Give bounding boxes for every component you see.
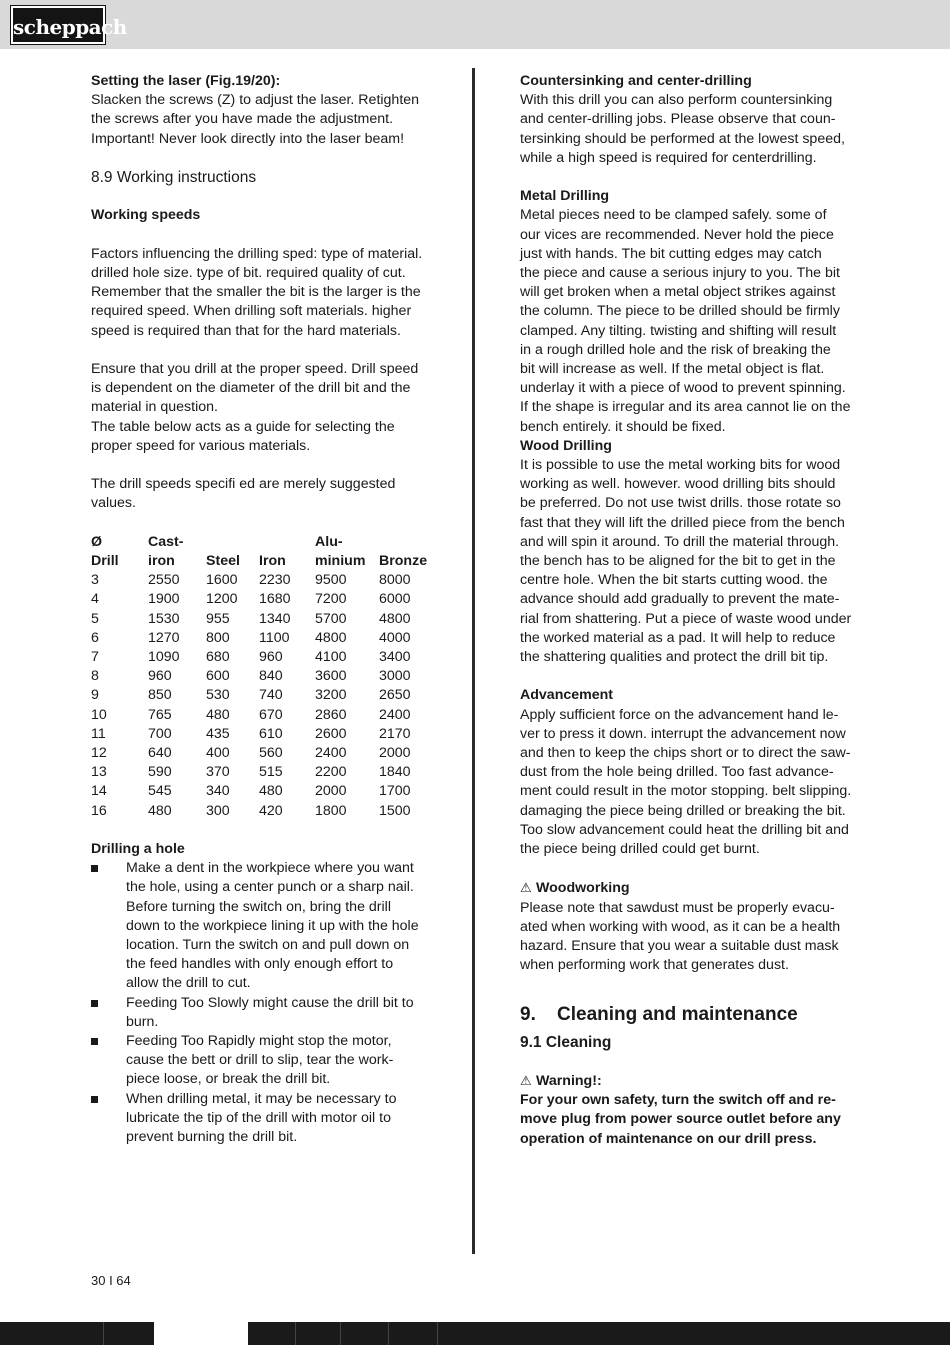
table-cell: 850 xyxy=(148,687,172,704)
list-item-line: allow the drill to cut. xyxy=(126,975,251,992)
table-cell: 5700 xyxy=(315,610,347,627)
table-cell: 7200 xyxy=(315,591,347,608)
bullet-square-icon xyxy=(91,1038,98,1045)
metal-drilling-line: underlay it with a piece of wood to prevent spinning. xyxy=(520,380,846,397)
list-item-line: location. Turn the switch on and pull down on xyxy=(126,937,410,954)
table-cell: 955 xyxy=(206,610,230,627)
footer-divider xyxy=(388,1322,389,1345)
table-cell: 3400 xyxy=(379,649,411,665)
table-cell: 1530 xyxy=(148,610,180,627)
advancement-heading: Advancement xyxy=(520,687,614,704)
table-cell: 2000 xyxy=(315,783,347,800)
countersinking-line: tersinking should be performed at the lowest speed, xyxy=(520,130,845,147)
list-item-line: the hole, using a center punch or a sharp nail. xyxy=(126,879,414,896)
table-cell: 1100 xyxy=(259,629,290,646)
table-cell: 1600 xyxy=(206,572,238,589)
wood-drilling-line: working as well. however. wood drilling bits should xyxy=(520,476,836,493)
table-cell: 700 xyxy=(148,725,172,742)
table-cell: 435 xyxy=(206,725,230,742)
table-cell: 2200 xyxy=(315,764,347,781)
table-cell: 16 xyxy=(91,802,107,819)
working-instructions-heading: 8.9 Working instructions xyxy=(91,169,257,186)
factors-line: speed is required than that for the hard materials. xyxy=(91,322,401,339)
list-item xyxy=(91,859,451,993)
metal-drilling-line: clamped. Any tilting. twisting and shifting will result xyxy=(520,322,837,339)
table-cell: 480 xyxy=(259,783,283,800)
metal-drilling-line: the piece and cause a serious injury to you. The bit xyxy=(520,265,840,282)
table-cell: 560 xyxy=(259,745,283,762)
warning-icon: ⚠ xyxy=(520,1072,532,1088)
woodworking-line: hazard. Ensure that you wear a suitable dust mask xyxy=(520,938,839,955)
warning-line: move plug from power source outlet before any xyxy=(520,1111,841,1128)
table-cell: 515 xyxy=(259,764,283,781)
table-cell: 590 xyxy=(148,764,172,781)
drilling-heading: Drilling a hole xyxy=(91,841,185,858)
table-cell: 1840 xyxy=(379,764,411,781)
table-header-cell xyxy=(206,533,259,552)
laser-line: Important! Never look directly into the laser beam! xyxy=(91,130,405,147)
table-row xyxy=(91,686,439,705)
section-number: 9. xyxy=(520,1003,536,1025)
warning-text xyxy=(520,1091,865,1149)
factors-line: required speed. When drilling soft materials. higher xyxy=(91,303,412,320)
table-cell: 960 xyxy=(259,649,283,665)
woodworking-line: ated when working with wood, as it can be a health xyxy=(520,918,841,935)
laser-line: the screws after you have made the adjustment. xyxy=(91,111,394,128)
table-header-cell: Bronze xyxy=(379,552,428,569)
countersinking-line: while a high speed is required for centerdrilling. xyxy=(520,149,817,166)
bullet-square-icon xyxy=(91,1096,98,1103)
suggested-text xyxy=(91,475,451,513)
table-cell: 2600 xyxy=(315,725,347,742)
table-cell: 480 xyxy=(148,802,172,819)
table-body xyxy=(91,571,439,821)
table-cell: 1900 xyxy=(148,591,180,608)
wood-drilling-line: be preferred. Do not use twist drills. those rotate so xyxy=(520,495,841,512)
ensure-line: proper speed for various materials. xyxy=(91,437,311,454)
wood-drilling-line: the bench has to be aligned for the bit to get in the xyxy=(520,553,836,570)
list-item xyxy=(91,1032,451,1090)
woodworking-heading-row xyxy=(520,878,865,898)
woodworking-line: when performing work that generates dust. xyxy=(520,957,789,974)
table-cell: 11 xyxy=(91,725,106,742)
advancement-line: the piece being drilled could get burnt. xyxy=(520,841,760,858)
working-speeds-heading: Working speeds xyxy=(91,207,201,224)
table-cell: 6000 xyxy=(379,591,411,608)
table-row xyxy=(91,782,439,801)
warning-line: operation of maintenance on our drill press. xyxy=(520,1130,817,1147)
table-cell: 4000 xyxy=(379,629,411,646)
wood-drilling-line: and will spin it around. To drill the material through. xyxy=(520,533,840,550)
table-header-cell: minium xyxy=(315,552,366,569)
table-header-cell xyxy=(259,533,315,552)
list-item-line: Before turning the switch on, bring the drill xyxy=(126,898,391,915)
table-cell: 765 xyxy=(148,706,172,723)
factors-line: drilled hole size. type of bit. required quality of cut. xyxy=(91,264,406,281)
list-item-line: Make a dent in the workpiece where you want xyxy=(126,860,414,877)
scheppach-logo: scheppach xyxy=(11,6,105,44)
metal-drilling-line: will get broken when a metal object strikes against xyxy=(520,284,836,301)
table-cell: 680 xyxy=(206,649,230,665)
table-header-cell: Drill xyxy=(91,552,119,569)
table-cell: 2550 xyxy=(148,572,180,589)
table-row xyxy=(91,744,439,763)
left-column xyxy=(91,72,451,1147)
metal-drilling-line: bench entirely. it should be fixed. xyxy=(520,418,726,435)
column-divider xyxy=(472,68,475,1254)
table-row xyxy=(91,571,439,590)
table-cell: 370 xyxy=(206,764,230,781)
wood-drilling-line: fast that they will lift the drilled piece from the bench xyxy=(520,514,845,531)
table-row xyxy=(91,706,439,725)
footer-divider xyxy=(103,1322,104,1345)
table-cell: 13 xyxy=(91,764,107,781)
table-cell: 8 xyxy=(91,668,99,685)
table-cell: 480 xyxy=(206,706,230,723)
table-cell: 2170 xyxy=(379,725,411,742)
table-header-cell: Cast- xyxy=(148,533,184,550)
ensure-line: is dependent on the diameter of the drill bit and the xyxy=(91,380,411,397)
list-item-line: Feeding Too Slowly might cause the drill bit to xyxy=(126,994,414,1011)
table-cell: 1090 xyxy=(148,649,180,665)
suggested-line: values. xyxy=(91,495,136,512)
table-cell: 4800 xyxy=(315,629,347,646)
table-cell: 9 xyxy=(91,687,99,704)
ensure-text xyxy=(91,360,451,456)
page-number: 30 I 64 xyxy=(91,1273,131,1288)
table-cell: 5 xyxy=(91,610,99,627)
laser-line: Slacken the screws (Z) to adjust the laser. Retighten xyxy=(91,92,420,109)
table-cell: 610 xyxy=(259,725,283,742)
table-row xyxy=(91,629,439,648)
table-cell: 545 xyxy=(148,783,172,800)
table-cell: 1270 xyxy=(148,629,180,646)
table-row xyxy=(91,802,439,821)
table-row xyxy=(91,725,439,744)
table-cell: 8000 xyxy=(379,572,411,589)
drilling-bullet-list xyxy=(91,859,451,1147)
table-cell: 3000 xyxy=(379,668,411,685)
advancement-line: damaging the piece being drilled or breaking the bit. xyxy=(520,802,846,819)
metal-drilling-line: Metal pieces need to be clamped safely. some of xyxy=(520,207,827,224)
table-cell: 4 xyxy=(91,591,99,608)
table-cell: 340 xyxy=(206,783,230,800)
advancement-line: ver to press it down. interrupt the advancement now xyxy=(520,725,846,742)
table-row xyxy=(91,763,439,782)
metal-drilling-line: our vices are recommended. Never hold the piece xyxy=(520,226,834,243)
wood-drilling-heading: Wood Drilling xyxy=(520,437,612,454)
header-bar xyxy=(0,0,950,49)
table-cell: 6 xyxy=(91,629,99,646)
wood-drilling-line: It is possible to use the metal working bits for wood xyxy=(520,457,841,474)
table-cell: 10 xyxy=(91,706,107,723)
table-header-cell: Ø xyxy=(91,533,103,550)
list-item-line: Feeding Too Rapidly might stop the motor, xyxy=(126,1033,392,1050)
ensure-line: The table below acts as a guide for selecting the xyxy=(91,418,395,435)
footer-divider xyxy=(437,1322,438,1345)
list-item xyxy=(91,994,451,1032)
table-row xyxy=(91,648,439,667)
countersinking-heading: Countersinking and center-drilling xyxy=(520,73,752,89)
metal-drilling-heading: Metal Drilling xyxy=(520,188,610,205)
table-row xyxy=(91,610,439,629)
list-item-line: piece loose, or break the drill bit. xyxy=(126,1071,331,1088)
table-cell: 1340 xyxy=(259,610,291,627)
table-cell: 3 xyxy=(91,572,99,589)
table-header-cell: iron xyxy=(148,552,175,569)
wood-drilling-line: advance should add gradually to prevent the mate- xyxy=(520,591,840,608)
cleaning-heading: 9.1 Cleaning xyxy=(520,1033,612,1051)
woodworking-text xyxy=(520,899,865,976)
wood-drilling-line: rial from shattering. Put a piece of waste wood under xyxy=(520,610,852,627)
table-cell: 2000 xyxy=(379,745,411,762)
table-header-cell: Steel xyxy=(206,552,240,569)
table-cell: 3200 xyxy=(315,687,347,704)
table-cell: 4100 xyxy=(315,649,347,665)
table-cell: 1200 xyxy=(206,591,238,608)
warning-icon: ⚠ xyxy=(520,880,532,896)
table-cell: 3600 xyxy=(315,668,347,685)
table-cell: 530 xyxy=(206,687,230,704)
factors-text xyxy=(91,245,451,341)
metal-drilling-line: in a rough drilled hole and the risk of breaking the xyxy=(520,341,831,358)
countersinking-text xyxy=(520,91,865,168)
section-heading xyxy=(520,1003,865,1027)
table-header-cell xyxy=(379,533,439,552)
advancement-line: Apply sufficient force on the advancement hand le- xyxy=(520,706,839,723)
table-cell: 640 xyxy=(148,745,172,762)
table-cell: 1800 xyxy=(315,802,347,819)
table-cell: 600 xyxy=(206,668,230,685)
wood-drilling-line: the shattering qualities and protect the drill bit tip. xyxy=(520,649,829,666)
footer-divider xyxy=(340,1322,341,1345)
metal-drilling-line: the column. The piece to be drilled should be firmly xyxy=(520,303,840,320)
list-item-line: lubricate the tip of the drill with motor oil to xyxy=(126,1109,391,1126)
metal-drilling-line: If the shape is irregular and its area cannot lie on the xyxy=(520,399,851,416)
table-cell: 670 xyxy=(259,706,283,723)
wood-drilling-line: centre hole. When the bit starts cutting wood. the xyxy=(520,572,828,589)
table-header-row xyxy=(91,533,439,552)
advancement-line: ment could result in the motor stopping. belt slipping. xyxy=(520,783,852,800)
advancement-line: Too slow advancement could heat the drilling bit and xyxy=(520,821,849,838)
list-item xyxy=(91,1090,451,1148)
woodworking-line: Please note that sawdust must be properly evacu- xyxy=(520,899,835,916)
metal-drilling-line: bit will increase as well. If the metal object is flat. xyxy=(520,361,825,378)
drill-speed-table xyxy=(91,533,439,821)
table-cell: 2860 xyxy=(315,706,347,723)
list-item-line: prevent burning the drill bit. xyxy=(126,1129,298,1146)
table-cell: 960 xyxy=(148,668,172,685)
factors-line: Remember that the smaller the bit is the larger is the xyxy=(91,284,421,301)
table-header-cell: Iron xyxy=(259,552,286,569)
metal-drilling-line: just with hands. The bit cutting edges may catch xyxy=(520,245,822,262)
countersinking-line: and center-drilling jobs. Please observe that coun- xyxy=(520,111,836,128)
table-cell: 800 xyxy=(206,629,230,646)
table-cell: 300 xyxy=(206,802,230,819)
warning-heading-row xyxy=(520,1071,865,1091)
ensure-line: Ensure that you drill at the proper speed. Drill speed xyxy=(91,360,419,377)
table-row xyxy=(91,667,439,686)
table-cell: 2400 xyxy=(315,745,347,762)
wood-drilling-line: the worked material as a pad. It will help to reduce xyxy=(520,629,836,646)
table-cell: 1700 xyxy=(379,783,411,800)
wood-drilling-text xyxy=(520,456,865,667)
ensure-line: material in question. xyxy=(91,399,218,416)
table-cell: 2230 xyxy=(259,572,291,589)
countersinking-line: With this drill you can also perform countersinking xyxy=(520,92,833,109)
table-header-row xyxy=(91,552,439,571)
table-cell: 400 xyxy=(206,745,230,762)
right-column xyxy=(520,72,865,1149)
list-item-line: burn. xyxy=(126,1013,159,1030)
warning-heading: Warning!: xyxy=(536,1072,602,1089)
bullet-square-icon xyxy=(91,1000,98,1007)
suggested-line: The drill speeds specifi ed are merely suggested xyxy=(91,476,396,493)
table-cell: 1500 xyxy=(379,802,411,819)
table-cell: 840 xyxy=(259,668,283,685)
advancement-line: and then to keep the chips short or to direct the saw- xyxy=(520,745,851,762)
table-cell: 12 xyxy=(91,745,107,762)
footer-divider xyxy=(295,1322,296,1345)
table-cell: 420 xyxy=(259,802,283,819)
table-cell: 740 xyxy=(259,687,283,704)
table-cell: 1680 xyxy=(259,591,291,608)
table-cell: 7 xyxy=(91,649,99,665)
woodworking-heading: Woodworking xyxy=(536,880,630,897)
warning-line: For your own safety, turn the switch off and re- xyxy=(520,1092,836,1109)
list-item-line: cause the bett or drill to slip, tear the work- xyxy=(126,1052,394,1069)
table-cell: 14 xyxy=(91,783,107,800)
advancement-text xyxy=(520,706,865,860)
footer-bar xyxy=(0,1322,950,1345)
laser-text xyxy=(91,91,451,149)
section-title: Cleaning and maintenance xyxy=(557,1003,798,1025)
bullet-square-icon xyxy=(91,865,98,872)
laser-heading: Setting the laser (Fig.19/20): xyxy=(91,73,281,89)
table-cell: 9500 xyxy=(315,572,347,589)
table-header-cell: Alu- xyxy=(315,533,343,550)
list-item-line: down to the workpiece lining it up with the hole xyxy=(126,917,419,934)
table-row xyxy=(91,590,439,609)
factors-line: Factors influencing the drilling sped: type of material. xyxy=(91,245,423,262)
table-cell: 2650 xyxy=(379,687,411,704)
table-cell: 2400 xyxy=(379,706,411,723)
table-cell: 4800 xyxy=(379,610,411,627)
advancement-line: dust from the hole being drilled. Too fast advance- xyxy=(520,764,834,781)
list-item-line: When drilling metal, it may be necessary to xyxy=(126,1090,397,1107)
footer-bar-gap xyxy=(154,1322,248,1345)
list-item-line: the feed handles with only enough effort to xyxy=(126,956,394,973)
metal-drilling-text xyxy=(520,206,865,436)
